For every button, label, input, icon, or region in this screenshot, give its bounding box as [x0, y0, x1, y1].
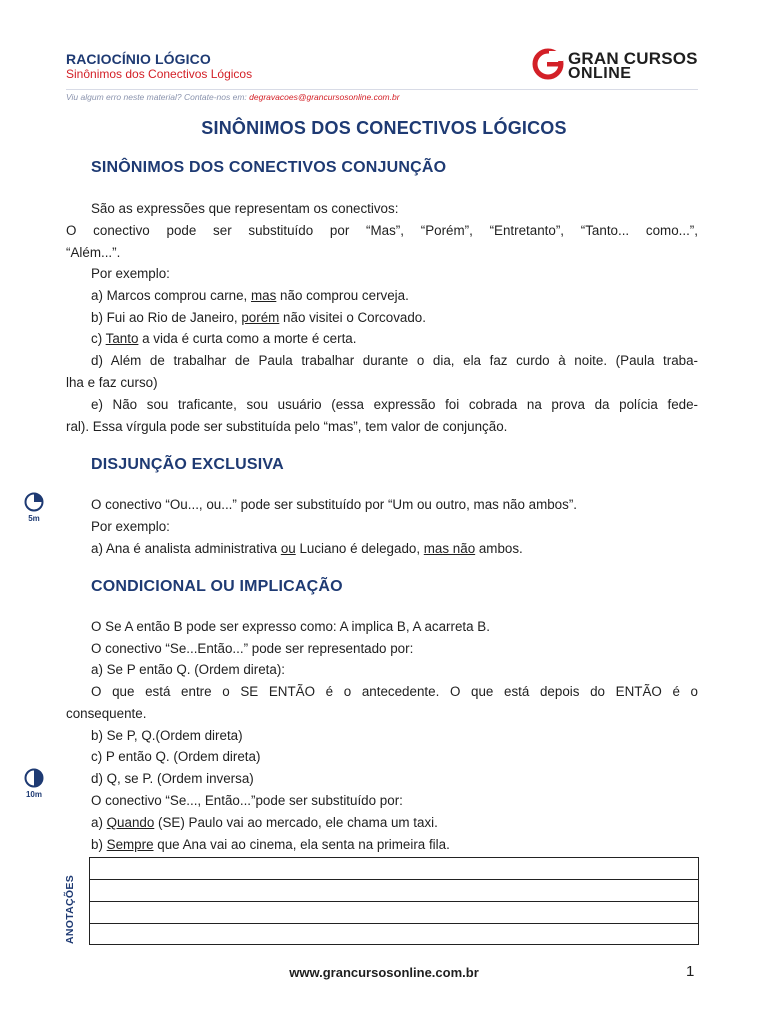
paragraph: São as expressões que representam os conectivos:	[91, 201, 399, 216]
timer-5m	[20, 492, 48, 523]
example-a: a) Quando (SE) Paulo vai ao mercado, ele chama um taxi.	[91, 815, 438, 830]
clock-icon	[24, 492, 44, 512]
timer-label: 5m	[28, 514, 40, 523]
example-e: e) Não sou traficante, sou usuário (essa expressão foi cobrada na prova da polícia fede-	[91, 397, 698, 412]
paragraph: O conectivo “Se..., Então...”pode ser substituído por:	[91, 793, 403, 808]
paragraph: d) Q, se P. (Ordem inversa)	[91, 771, 254, 786]
paragraph: O conectivo “Ou..., ou...” pode ser substituído por “Um ou outro, mas não ambos”.	[91, 497, 578, 512]
notes-line[interactable]	[90, 880, 698, 902]
paragraph: “Além...”.	[66, 245, 121, 260]
paragraph: consequente.	[66, 706, 147, 721]
brand-logo	[532, 48, 702, 84]
footer-url[interactable]: www.grancursosonline.com.br	[289, 965, 479, 980]
section-heading-disjuncao: DISJUNÇÃO EXCLUSIVA	[91, 456, 284, 473]
g-logo-icon	[532, 48, 564, 80]
paragraph: Por exemplo:	[91, 519, 170, 534]
notes-line[interactable]	[90, 902, 698, 924]
paragraph: Por exemplo:	[91, 266, 170, 281]
notes-line[interactable]	[90, 858, 698, 880]
paragraph: b) Se P, Q.(Ordem direta)	[91, 728, 243, 743]
paragraph: c) P então Q. (Ordem direta)	[91, 749, 261, 764]
paragraph: O que está entre o SE ENTÃO é o antecedente. O que está depois do ENTÃO é o	[91, 684, 698, 699]
topic-subtitle: Sinônimos dos Conectivos Lógicos	[66, 67, 253, 81]
subject-title: RACIOCÍNIO LÓGICO	[66, 51, 211, 67]
example-b: b) Fui ao Rio de Janeiro, porém não visitei o Corcovado.	[91, 310, 426, 325]
timer-10m	[20, 768, 48, 799]
paragraph: O conectivo “Se...Então...” pode ser representado por:	[91, 641, 414, 656]
section-heading-condicional: CONDICIONAL OU IMPLICAÇÃO	[91, 578, 343, 595]
notes-label: ANOTAÇÕES	[64, 874, 76, 944]
page-number: 1	[686, 963, 695, 980]
header-divider	[66, 89, 698, 90]
page-title: SINÔNIMOS DOS CONECTIVOS LÓGICOS	[201, 118, 567, 138]
example-a: a) Ana é analista administrativa ou Luciano é delegado, mas não ambos.	[91, 541, 523, 556]
error-report-line	[66, 92, 400, 102]
logo-text-top: GRAN CURSOS	[568, 49, 698, 68]
notes-line[interactable]	[90, 924, 698, 946]
error-report-email[interactable]: degravacoes@grancursosonline.com.br	[249, 92, 400, 102]
example-a: a) Marcos comprou carne, mas não comprou cerveja.	[91, 288, 409, 303]
section-heading-conjuncao: SINÔNIMOS DOS CONECTIVOS CONJUNÇÃO	[91, 159, 447, 176]
example-e-cont: ral). Essa vírgula pode ser substituída pelo “mas”, tem valor de conjunção.	[66, 419, 508, 434]
error-report-text: Viu algum erro neste material? Contate-nos em:	[66, 92, 250, 102]
paragraph: O conectivo pode ser substituído por “Mas”, “Porém”, “Entretanto”, “Tanto... como...”,	[66, 223, 698, 238]
timer-label: 10m	[25, 790, 42, 799]
example-b: b) Sempre que Ana vai ao cinema, ela senta na primeira fila.	[91, 837, 450, 852]
paragraph: a) Se P então Q. (Ordem direta):	[91, 662, 286, 677]
paragraph: O Se A então B pode ser expresso como: A implica B, A acarreta B.	[91, 619, 490, 634]
example-d-cont: lha e faz curso)	[66, 375, 158, 390]
clock-icon	[24, 768, 44, 788]
example-c: c) Tanto a vida é curta como a morte é certa.	[91, 331, 357, 346]
notes-box[interactable]	[89, 857, 699, 945]
logo-text-bottom: ONLINE	[568, 65, 632, 82]
example-d: d) Além de trabalhar de Paula trabalhar durante o dia, ela faz curdo à noite. (Paula traba-	[91, 353, 698, 368]
